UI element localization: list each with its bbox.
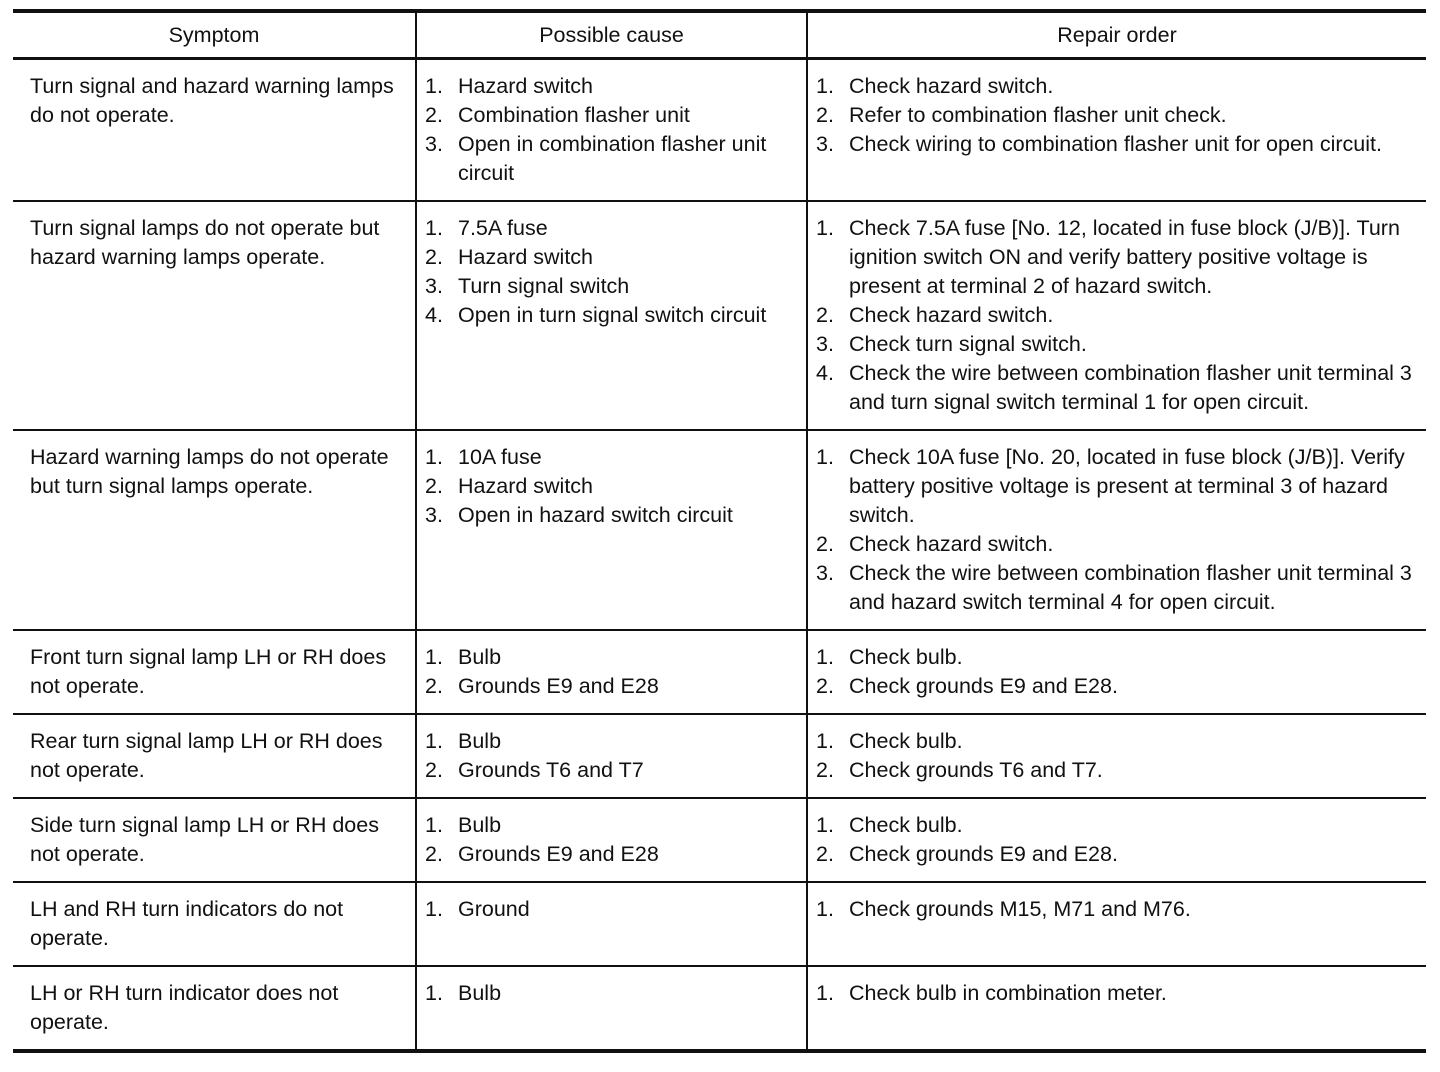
repair-order-cell (807, 201, 1426, 430)
table-row (13, 966, 1426, 1051)
list-item-text: Hazard switch (458, 474, 594, 498)
list-item-text: Check bulb. (849, 813, 963, 837)
repair-step (808, 72, 1416, 101)
cause-item (417, 472, 796, 501)
symptom-cell: LH and RH turn indicators do not operate. (13, 882, 416, 966)
possible-cause-cell-list (417, 727, 796, 785)
possible-cause-cell (416, 966, 807, 1051)
list-item-number: 1. (425, 897, 443, 921)
possible-cause-cell-list (417, 643, 796, 701)
possible-cause-cell (416, 430, 807, 630)
list-item-number: 1. (425, 645, 443, 669)
cause-item (417, 101, 796, 130)
list-item-text: Hazard switch (458, 74, 594, 98)
table-row (13, 798, 1426, 882)
list-item-number: 4. (816, 361, 834, 385)
table-row (13, 630, 1426, 714)
list-item-number: 4. (425, 303, 443, 327)
table-row (13, 201, 1426, 430)
repair-step (808, 643, 1416, 672)
list-item-text: Open in hazard switch circuit (458, 503, 733, 527)
symptom-cell: Turn signal lamps do not operate but hazard warning lamps operate. (13, 201, 416, 430)
list-item-text: 10A fuse (458, 445, 542, 469)
list-item-number: 1. (816, 897, 834, 921)
repair-step (808, 330, 1416, 359)
cause-item (417, 756, 796, 785)
list-item-text: Grounds E9 and E28 (458, 842, 659, 866)
repair-order-cell-list (808, 72, 1416, 159)
repair-order-cell (807, 798, 1426, 882)
table-row (13, 882, 1426, 966)
table-body (13, 59, 1426, 1052)
repair-step (808, 840, 1416, 869)
list-item-number: 3. (816, 132, 834, 156)
repair-order-cell-list (808, 811, 1416, 869)
list-item-number: 2. (425, 245, 443, 269)
list-item-number: 2. (816, 842, 834, 866)
list-item-number: 2. (425, 674, 443, 698)
list-item-number: 1. (816, 729, 834, 753)
list-item-text: Check the wire between combination flasher unit terminal 3 and hazard switch terminal 4 for open circuit. (849, 561, 1412, 614)
list-item-text: Check bulb in combination meter. (849, 981, 1167, 1005)
list-item-text: Check grounds E9 and E28. (849, 842, 1118, 866)
list-item-number: 2. (816, 303, 834, 327)
list-item-text: Grounds T6 and T7 (458, 758, 644, 782)
symptom-cell: Rear turn signal lamp LH or RH does not operate. (13, 714, 416, 798)
repair-order-cell-list (808, 214, 1416, 417)
possible-cause-cell (416, 882, 807, 966)
list-item-text: Bulb (458, 645, 502, 669)
possible-cause-cell-list (417, 895, 796, 924)
list-item-number: 2. (425, 103, 443, 127)
symptom-column-header: Symptom (13, 11, 416, 59)
list-item-number: 2. (816, 532, 834, 556)
cause-item (417, 130, 796, 188)
list-item-text: Check hazard switch. (849, 532, 1054, 556)
list-item-text: Check wiring to combination flasher unit for open circuit. (849, 132, 1382, 156)
symptom-cell: Turn signal and hazard warning lamps do not operate. (13, 59, 416, 202)
possible-cause-cell-list (417, 811, 796, 869)
list-item-text: Check grounds M15, M71 and M76. (849, 897, 1191, 921)
symptom-cell: Hazard warning lamps do not operate but turn signal lamps operate. (13, 430, 416, 630)
symptom-cell: Front turn signal lamp LH or RH does not operate. (13, 630, 416, 714)
repair-step (808, 811, 1416, 840)
possible-cause-cell (416, 798, 807, 882)
repair-order-cell (807, 966, 1426, 1051)
list-item-number: 1. (425, 216, 443, 240)
repair-order-cell (807, 630, 1426, 714)
list-item-text: Check 7.5A fuse [No. 12, located in fuse block (J/B)]. Turn ignition switch ON and verify battery positive voltage is present at terminal 2 of hazard switch. (849, 216, 1400, 298)
list-item-text: Refer to combination flasher unit check. (849, 103, 1227, 127)
list-item-text: Grounds E9 and E28 (458, 674, 659, 698)
repair-order-cell-list (808, 895, 1416, 924)
list-item-number: 1. (425, 445, 443, 469)
repair-step (808, 214, 1416, 301)
table-row (13, 714, 1426, 798)
repair-step (808, 101, 1416, 130)
list-item-text: Check bulb. (849, 729, 963, 753)
troubleshooting-table (13, 9, 1426, 1053)
repair-order-cell-list (808, 443, 1416, 617)
possible-cause-cell-list (417, 979, 796, 1008)
cause-item (417, 643, 796, 672)
repair-order-cell-list (808, 643, 1416, 701)
list-item-number: 2. (425, 758, 443, 782)
repair-order-cell (807, 59, 1426, 202)
list-item-text: Check grounds E9 and E28. (849, 674, 1118, 698)
cause-item (417, 243, 796, 272)
list-item-number: 2. (425, 474, 443, 498)
list-item-text: Combination flasher unit (458, 103, 690, 127)
list-item-text: Turn signal switch (458, 274, 630, 298)
list-item-number: 1. (816, 813, 834, 837)
list-item-number: 1. (425, 729, 443, 753)
list-item-number: 2. (816, 758, 834, 782)
repair-order-cell (807, 882, 1426, 966)
list-item-number: 1. (816, 74, 834, 98)
list-item-number: 2. (816, 674, 834, 698)
repair-order-column-header: Repair order (807, 11, 1426, 59)
possible-cause-cell (416, 201, 807, 430)
cause-item (417, 272, 796, 301)
cause-item (417, 811, 796, 840)
list-item-number: 3. (425, 132, 443, 156)
possible-cause-cell (416, 630, 807, 714)
list-item-text: Bulb (458, 981, 502, 1005)
repair-step (808, 756, 1416, 785)
list-item-number: 1. (816, 216, 834, 240)
list-item-number: 1. (816, 981, 834, 1005)
repair-step (808, 727, 1416, 756)
table-row (13, 59, 1426, 202)
symptom-cell: LH or RH turn indicator does not operate. (13, 966, 416, 1051)
list-item-number: 1. (425, 813, 443, 837)
cause-item (417, 443, 796, 472)
repair-step (808, 301, 1416, 330)
repair-step (808, 359, 1416, 417)
repair-step (808, 979, 1416, 1008)
list-item-text: 7.5A fuse (458, 216, 548, 240)
list-item-text: Check hazard switch. (849, 303, 1054, 327)
list-item-number: 1. (425, 74, 443, 98)
repair-order-cell-list (808, 727, 1416, 785)
repair-step (808, 443, 1416, 530)
possible-cause-cell-list (417, 443, 796, 530)
list-item-text: Bulb (458, 729, 502, 753)
repair-step (808, 895, 1416, 924)
symptom-cell: Side turn signal lamp LH or RH does not operate. (13, 798, 416, 882)
list-item-text: Bulb (458, 813, 502, 837)
repair-order-cell-list (808, 979, 1416, 1008)
header-row (13, 11, 1426, 59)
cause-item (417, 979, 796, 1008)
possible-cause-column-header: Possible cause (416, 11, 807, 59)
list-item-text: Check 10A fuse [No. 20, located in fuse block (J/B)]. Verify battery positive voltage is present at terminal 3 of hazard switch. (849, 445, 1405, 527)
cause-item (417, 727, 796, 756)
list-item-number: 1. (816, 445, 834, 469)
repair-step (808, 530, 1416, 559)
list-item-number: 3. (425, 274, 443, 298)
list-item-text: Check the wire between combination flasher unit terminal 3 and turn signal switch terminal 1 for open circuit. (849, 361, 1412, 414)
cause-item (417, 672, 796, 701)
repair-step (808, 130, 1416, 159)
cause-item (417, 72, 796, 101)
list-item-number: 2. (425, 842, 443, 866)
list-item-text: Ground (458, 897, 530, 921)
possible-cause-cell-list (417, 214, 796, 330)
list-item-number: 1. (425, 981, 443, 1005)
table-row (13, 430, 1426, 630)
cause-item (417, 840, 796, 869)
cause-item (417, 214, 796, 243)
repair-step (808, 559, 1416, 617)
list-item-text: Hazard switch (458, 245, 594, 269)
list-item-text: Open in turn signal switch circuit (458, 303, 767, 327)
cause-item (417, 501, 796, 530)
cause-item (417, 301, 796, 330)
list-item-text: Check bulb. (849, 645, 963, 669)
repair-order-cell (807, 714, 1426, 798)
list-item-text: Open in combination flasher unit circuit (458, 132, 767, 185)
list-item-number: 3. (816, 332, 834, 356)
repair-order-cell (807, 430, 1426, 630)
list-item-number: 3. (816, 561, 834, 585)
cause-item (417, 895, 796, 924)
list-item-text: Check turn signal switch. (849, 332, 1087, 356)
list-item-number: 2. (816, 103, 834, 127)
list-item-text: Check hazard switch. (849, 74, 1054, 98)
list-item-text: Check grounds T6 and T7. (849, 758, 1103, 782)
repair-step (808, 672, 1416, 701)
list-item-number: 3. (425, 503, 443, 527)
list-item-number: 1. (816, 645, 834, 669)
table-header (13, 11, 1426, 59)
possible-cause-cell (416, 714, 807, 798)
possible-cause-cell-list (417, 72, 796, 188)
possible-cause-cell (416, 59, 807, 202)
